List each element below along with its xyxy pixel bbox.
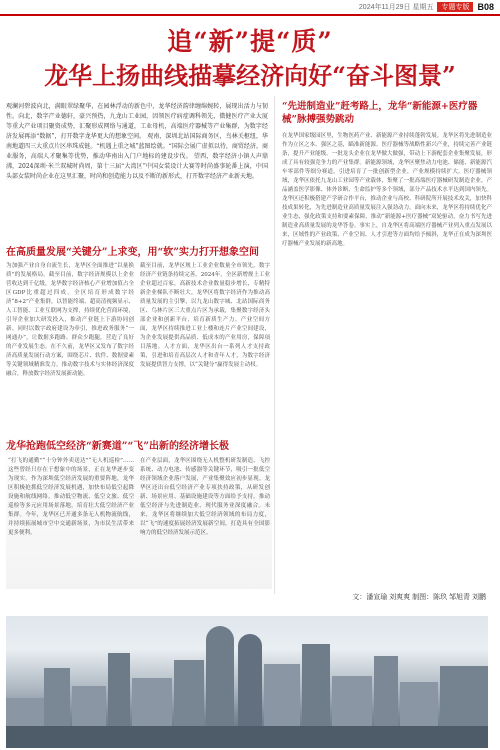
section1-title: 在高质量发展“关键分”上求变，用“软”实力打开想象空间 [6,247,260,258]
section3-col: 在龙华国家级园区里，生物医药产业、新能源产业持续蓬勃发展。龙华区将先进制造业作为立区之本、强区之基，瞄准新能源、医疗器械等战略性新兴产业，持续完善产业链条，提升产业能级。一批龙头企业在龙华做大做强，带动上下游配套企业集聚发展，形成了具有较强竞争力的产业集群。新能源领域，龙华区聚焦动力电池、储能、新能源汽车零部件等细分赛道，引进培育了一批创新型企业，产业规模持续扩大。医疗器械领域，龙华区依托九龙山工业园等产业载体，集聚了一批高端医疗器械研发制造企业，产品涵盖医学影像、体外诊断、生命监护等多个领域，部分产品技术水平达到国内领先。龙华区还积极搭建产学研合作平台，推动企业与高校、科研院所开展技术攻关，加快科技成果转化，为先进制造业高质量发展注入强劲动力。面向未来，龙华区将持续优化产业生态，强化政策支持和要素保障，推动“新能源+医疗器械”双轮驱动，奋力书写先进制造业高质量发展的龙华答卷。事实上，自龙华区将高端医疗器械产业列入重点发展以来，区域性的产业政策、产业空间、人才引进等方面均给予倾斜，龙华正在成为深圳医疗器械产业发展的新高地。 [282,133,492,247]
page-header [0,0,500,14]
issue-date: 2024年11月29日 星期五 [358,4,434,11]
headline-line-1: 追“新”提“质” [167,27,333,56]
column-divider [274,96,275,594]
section2-col2: 在产业层面，龙华区围绕无人机整机研发制造、飞控系统、动力电池、传感器等关键环节，吸引一批低空经济领域企业落户发展，产业集聚效应初步显现。龙华区还出台低空经济产业专项扶持政策，从研发创新、场景应用、基础设施建设等方面给予支持，推动低空经济与先进制造业、现代服务业深度融合。未来，龙华区将继续加大低空经济领域的布局力度，以“飞”的速度拓展经济发展新空间，打造具有全国影响力的低空经济发展示范区。 [140,458,270,536]
page-number: B08 [477,2,494,12]
section1-col2: 截至目前，龙华区规上工业企业数量全市领先，数字经济产业链条持续完善。2024年，全区新增规上工业企业超过百家，高新技术企业数量稳步增长，专精特新企业梯队不断壮大。龙华区将数字经济作为推动高质量发展的主引擎，以九龙山数字城、北站国际商务区、鸟林片区三大重点片区为承载，集聚数字经济头部企业和创新平台，培育新质生产力。产业空间方面，龙华区持续推进工业上楼和连片产业空间建设，为企业发展提供高品质、低成本的产业用房，保障项目落地。人才方面，龙华区出台一系列人才支持政策，引进和培育高层次人才和青年人才，为数字经济发展提供智力支撑，以“关键分”赢得发展主动权。 [140,263,270,368]
header-rule [0,14,500,16]
section2-title: 龙华抢跑低空经济“新赛道”“飞”出新的经济增长极 [6,441,230,452]
section2-col1: “打飞的通勤”“十分钟外卖送达”“无人机巡检”……这些曾经只存在于想象中的场景，正在龙华逐步变为现实。作为深圳低空经济发展的重要阵地，龙华区积极抢抓低空经济发展机遇，加快布局低空起降设施和航线网络，推动低空物流、低空文旅、低空巡检等多元应用场景落地，培育壮大低空经济产业集群。今年，龙华区已开通多条无人机物流航线，并持续拓展城市空中交通新场景，为市民生活带来更多便利。 [8,458,134,536]
city-skyline-photo [6,616,488,748]
section-tag: 专题专版 [437,2,473,12]
headline-line-2: 龙华上扬曲线描摹经济向好“奋斗图景” [44,61,456,90]
section3-title: “先进制造业”赶考路上，龙华“新能源+医疗器械”脉搏强势跳动 [282,101,478,125]
lead-paragraph: 观澜河碧波向北，满眼翠绿聚华，在园林浮动的新色中，龙华经济韵律缠绵婉转，展现出活力与韧性。向北，数字产业德轩，豪兴预热，九龙山工业园，因领医疗病症调科领先，微健医疗产业大厦等重大产业项目聚资成势，汇聚形成网络与通道，工业母机，高端医疗器械等产业集群，为数字经济发展再添“数据”，打开数字龙华更大的想象空间。 观南，深圳北站国际商务区，鸟林关枢纽，华南地道四三大重点片区串珠成链。“机遇上重之城”蓝图绘就。“国际会展广虚拟以待，商贸经济，商业服务，高端人才聚集等优势，推动华南出入门户地标的建设步伐。 望西，数字经济小镇人声鼎沸，2024深圳·米兰双城时尚周，第十三届“大湾区”中国女装设计大赛等时尚盛事轮番上演，中国头部女装时尚企业在这里汇聚，时尚和创造能力以及不断的新形式，打开数字经济产业新天地。 [6,103,268,180]
byline: 文：潘宣瑜 刘爽爽 制图：陈玖 邹旭青 刘鹏 [352,594,486,601]
section1-col1: 为加强产业自身自流生长，龙华区全面推进“以量换质”的发展格局。截至目前，数字经济规模以上企业营收达到千亿级，龙华数字经济核心产业增加值占全区GDP比重超过四成。全区培育形成数字经济“8+2”产业集群，以智能终端、超高清视频显示、人工智能、工业互联网为支撑，持续优化营商环境，引导企业加大研发投入，推动产业链上下游协同创新。同时以数字政府建设为牵引，推进政务服务“一网通办”，让数据多跑路、群众少跑腿，营造了良好的产业发展生态。在不久前，龙华区又发布了数字经济高质量发展行动方案，围绕芯片、软件、数据要素等关键领域精准发力，推动数字技术与实体经济深度融合，释放数字经济发展新动能。 [6,263,134,377]
